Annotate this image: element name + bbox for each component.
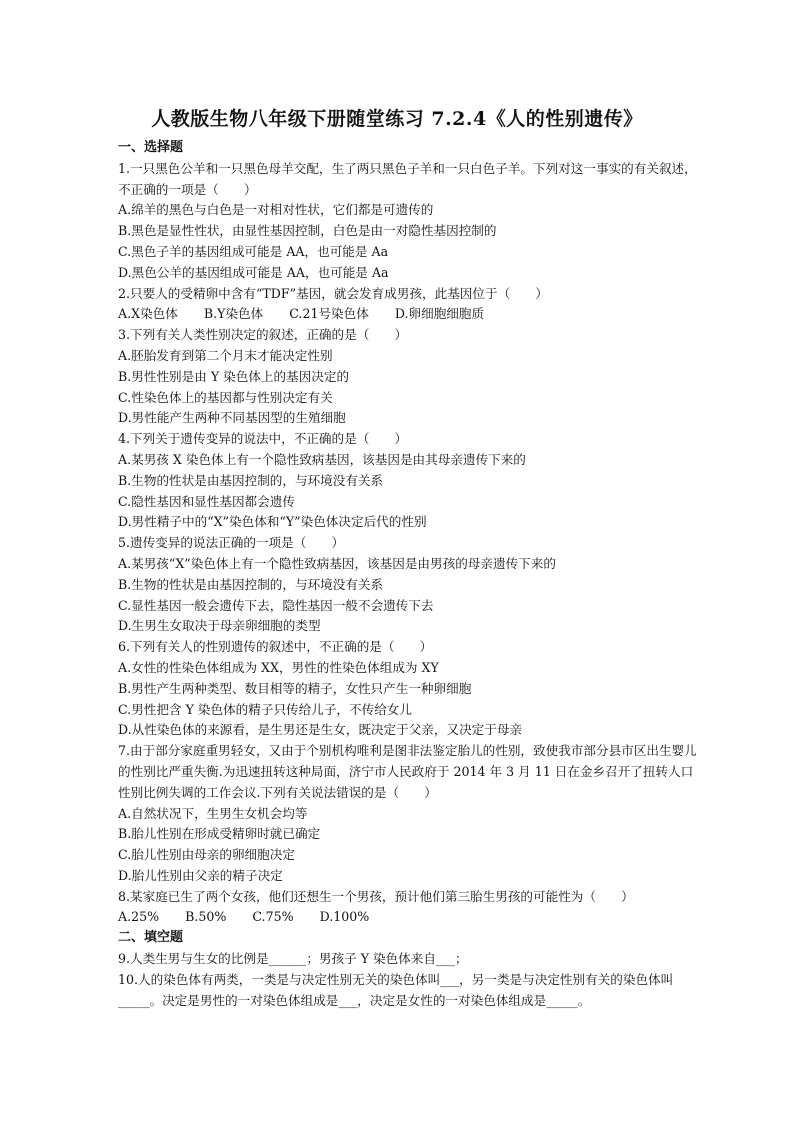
answer-option: C.21号染色体 — [289, 306, 369, 322]
question-stem: 3.下列有关人类性别决定的叙述，正确的是（ ） — [118, 327, 408, 343]
answer-option: A.X染色体 — [118, 306, 178, 322]
answer-option: D.男性精子中的“X”染色体和“Y”染色体决定后代的性别 — [118, 514, 427, 530]
question-stem: 1.一只黑色公羊和一只黑色母羊交配，生了两只黑色子羊和一只白色子羊。下列对这一事实的有关叙述，不正确的一项是（ ） — [118, 160, 697, 197]
fill-question: 9.人类生男与生女的比例是______；男孩子 Y 染色体来自___； — [118, 951, 468, 967]
answer-option: B.生物的性状是由基因控制的，与环境没有关系 — [118, 472, 384, 488]
answer-options-row — [118, 304, 702, 325]
answer-option: D.100% — [319, 909, 370, 925]
answer-option: C.黑色子羊的基因组成可能是 AA，也可能是 Aa — [118, 243, 389, 259]
document-body — [118, 138, 702, 1011]
question-stem: 8.某家庭已生了两个女孩，他们还想生一个男孩，预计他们第三胎生男孩的可能性为（ ） — [118, 888, 634, 904]
section-heading-choice: 一、选择题 — [118, 140, 184, 155]
question-stem: 4.下列关于遗传变异的说法中，不正确的是（ ） — [118, 431, 408, 447]
answer-option: A.女性的性染色体组成为 XX，男性的性染色体组成为 XY — [118, 659, 439, 675]
answer-option: D.生男生女取决于母亲卵细胞的类型 — [118, 618, 321, 634]
answer-option: A.某男孩 X 染色体上有一个隐性致病基因，该基因是由其母亲遗传下来的 — [118, 451, 526, 467]
section-heading-fill: 二、填空题 — [118, 930, 184, 946]
answer-option: C.显性基因一般会遗传下去，隐性基因一般不会遗传下去 — [118, 597, 434, 613]
answer-option: A.自然状况下，生男生女机会均等 — [118, 805, 308, 821]
answer-option: D.胎儿性别由父亲的精子决定 — [118, 867, 283, 883]
answer-option: C.男性把含 Y 染色体的精子只传给儿子，不传给女儿 — [118, 701, 412, 717]
answer-option: B.黑色是显性性状，由显性基因控制，白色是由一对隐性基因控制的 — [118, 223, 497, 239]
answer-option: B.50% — [185, 909, 227, 925]
answer-option: A.25% — [118, 909, 160, 925]
question-stem: 7.由于部分家庭重男轻女，又由于个别机构唯利是图非法鉴定胎儿的性别，致使我市部分县市区出生婴儿的性别比严重失衡.为迅速扭转这种局面，济宁市人民政府于 2014 年 3 月 11 日在金乡召开了扭转人口性别比例失调的工作会议.下列有关说法错误的是（ ） — [118, 743, 697, 800]
answer-option: A.胚胎发育到第二个月末才能决定性别 — [118, 347, 333, 363]
answer-option: D.从性染色体的来源看，是生男还是生女，既决定于父亲，又决定于母亲 — [118, 722, 523, 738]
question-stem: 6.下列有关人的性别遗传的叙述中，不正确的是（ ） — [118, 639, 433, 655]
fill-question: 10.人的染色体有两类，一类是与决定性别无关的染色体叫___，另一类是与决定性别有关的染色体叫_____。决定是男性的一对染色体组成是___，决定是女性的一对染色体组成是_____。 — [118, 971, 674, 1008]
answer-option: B.Y染色体 — [203, 306, 264, 322]
answer-option: C.隐性基因和显性基因都会遗传 — [118, 493, 295, 509]
answer-option: B.胎儿性别在形成受精卵时就已确定 — [118, 826, 321, 842]
answer-option: C.75% — [252, 909, 294, 925]
page-title: 人教版生物八年级下册随堂练习 7.2.4《人的性别遗传》 — [151, 108, 643, 130]
answer-option: D.卵细胞细胞质 — [394, 306, 485, 322]
question-stem: 5.遗传变异的说法正确的一项是（ ） — [118, 535, 345, 551]
answer-option: B.生物的性状是由基因控制的，与环境没有关系 — [118, 576, 384, 592]
question-stem: 2.只要人的受精卵中含有“TDF”基因，就会发育成男孩，此基因位于（ ） — [118, 285, 548, 301]
answer-option: A.某男孩“X”染色体上有一个隐性致病基因，该基因是由男孩的母亲遗传下来的 — [118, 555, 556, 571]
answer-option: B.男性产生两种类型、数目相等的精子，女性只产生一种卵细胞 — [118, 680, 472, 696]
answer-option: C.胎儿性别由母亲的卵细胞决定 — [118, 847, 295, 863]
answer-option: C.性染色体上的基因都与性别决定有关 — [118, 389, 333, 405]
answer-option: D.男性能产生两种不同基因型的生殖细胞 — [118, 410, 346, 426]
answer-option: D.黑色公羊的基因组成可能是 AA，也可能是 Aa — [118, 264, 389, 280]
answer-option: A.绵羊的黑色与白色是一对相对性状，它们都是可遗传的 — [118, 202, 434, 218]
answer-options-row — [118, 907, 702, 928]
answer-option: B.男性性别是由 Y 染色体上的基因决定的 — [118, 368, 350, 384]
